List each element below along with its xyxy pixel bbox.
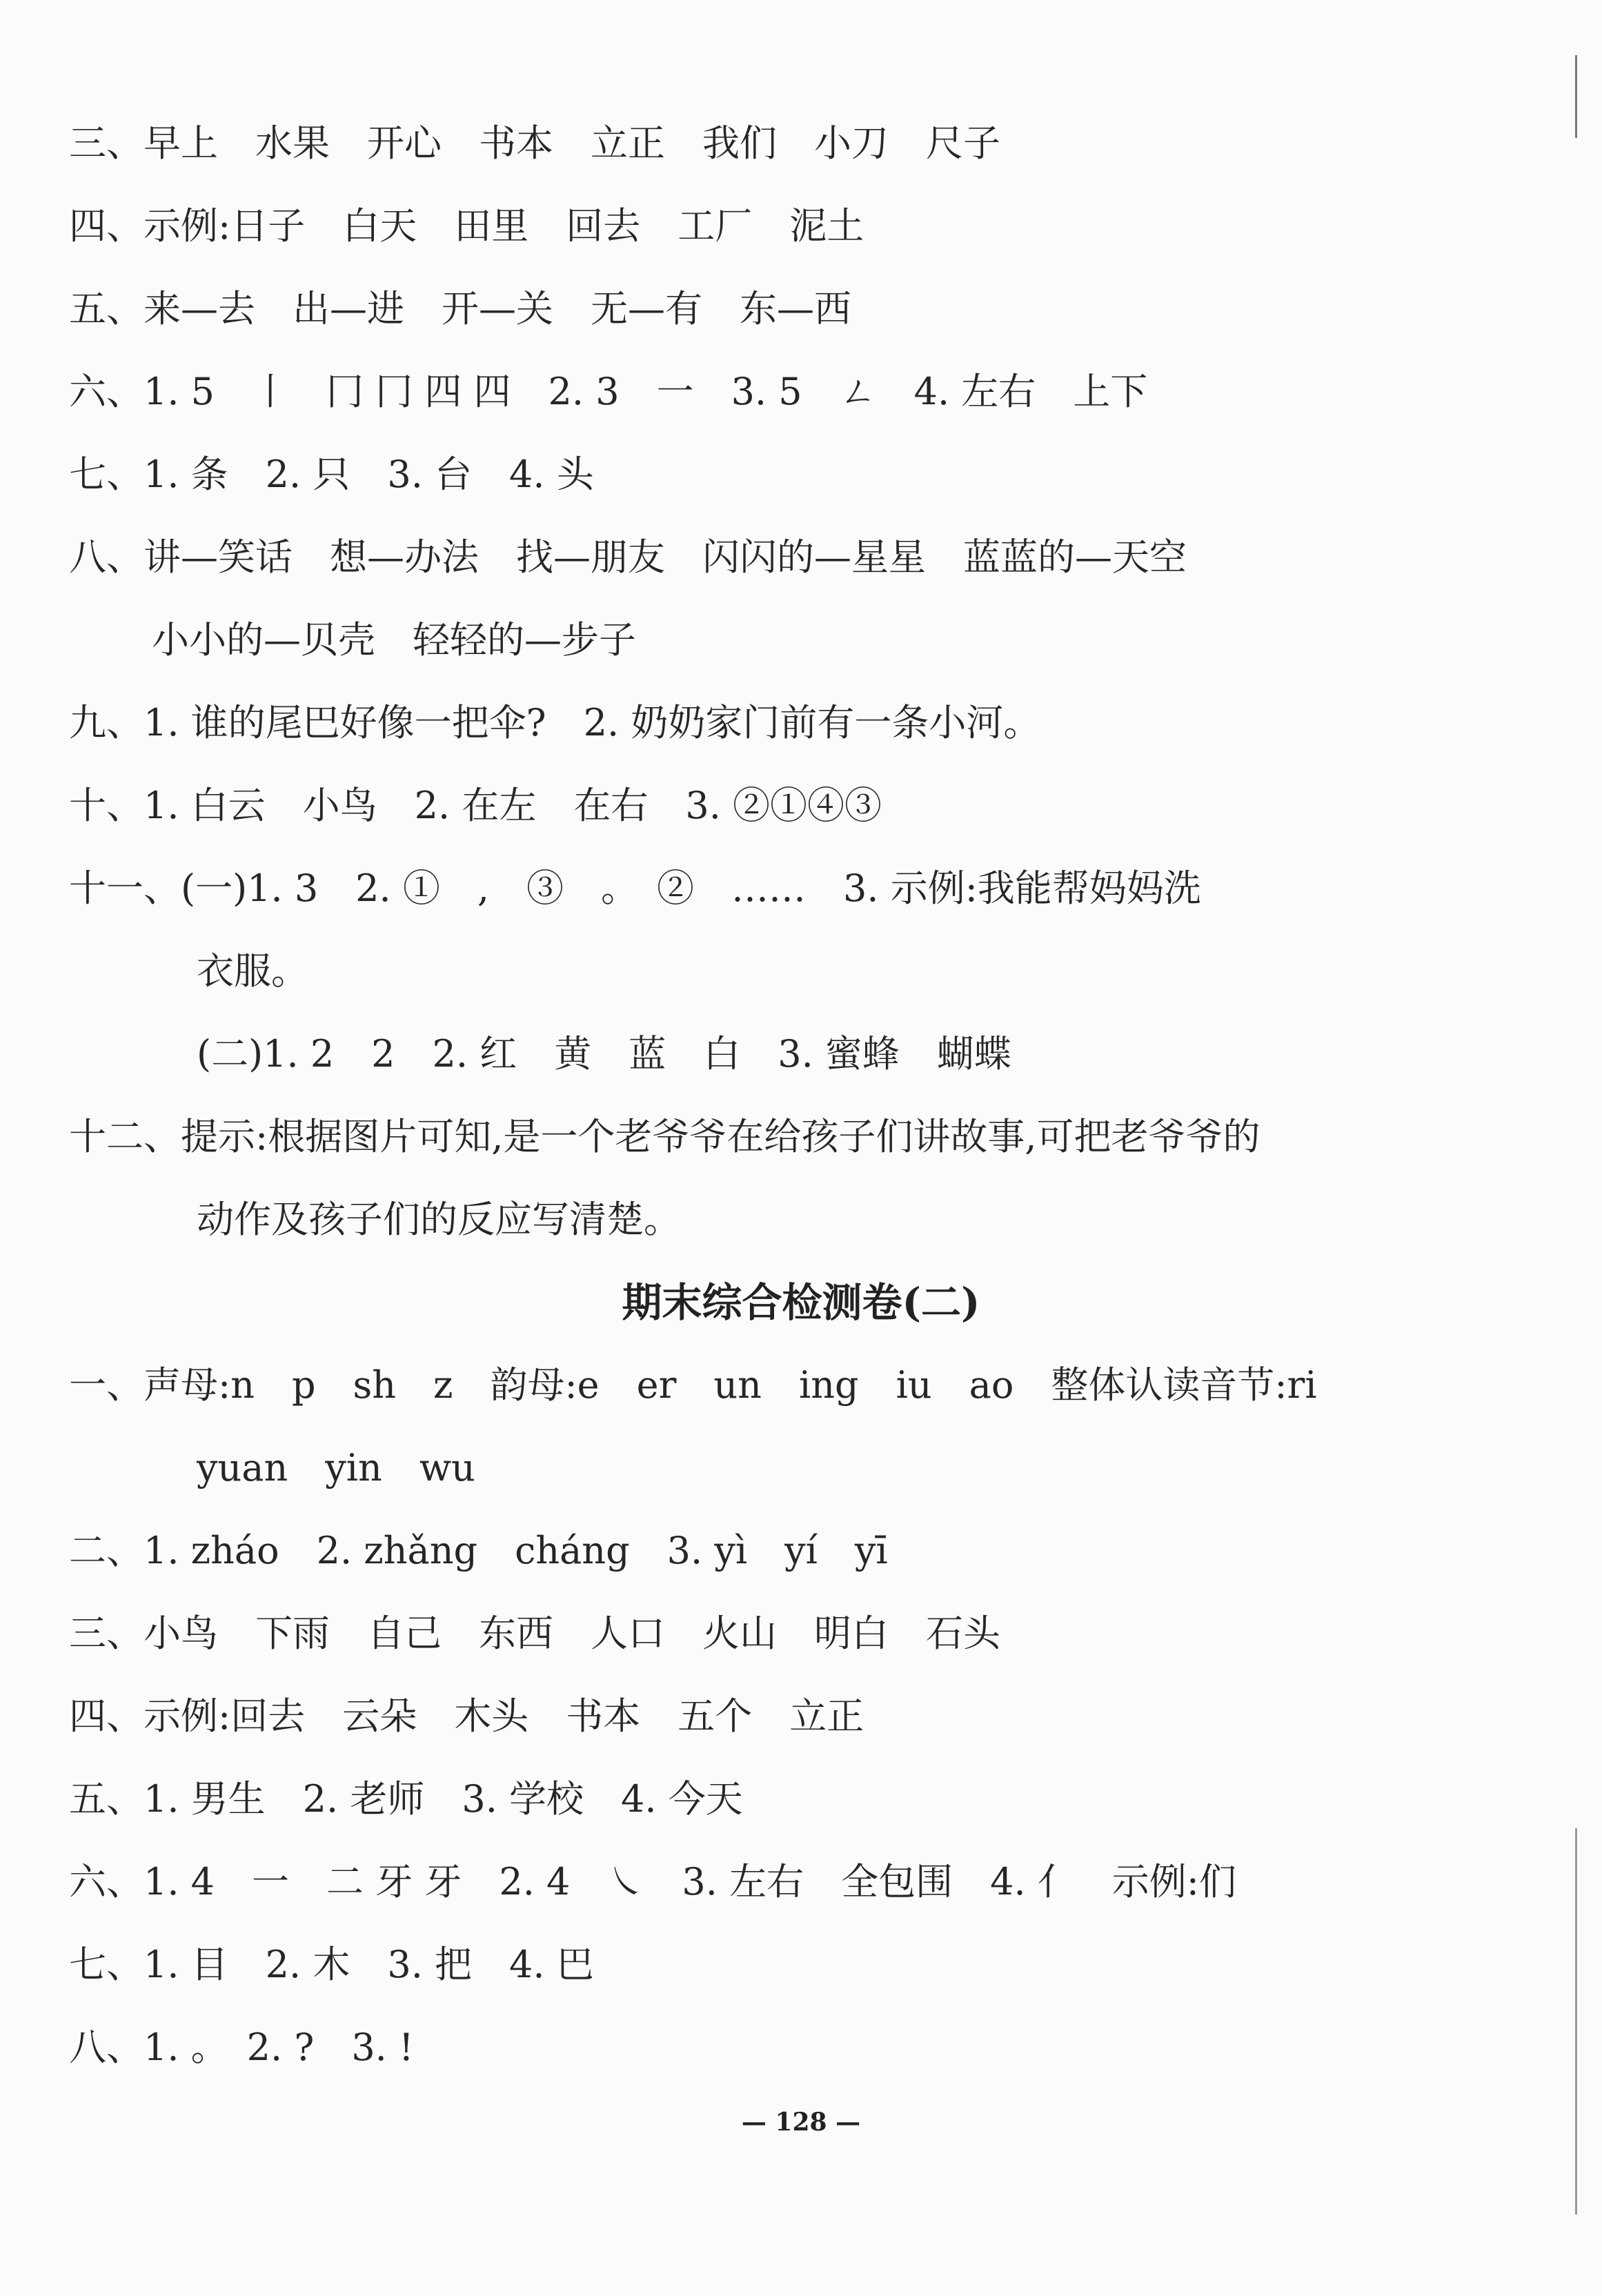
section-title: 期末综合检测卷(二) — [622, 1279, 980, 1326]
answer-line-3: 五、来—去 出—进 开—关 无—有 东—西 — [69, 287, 851, 330]
answer-line-17: 六、1. 4 ⼀ ⼆ 牙 牙 2. 4 ㇏ 3. 左右 全包围 4. 亻 示例:们 — [69, 1860, 1236, 1903]
answer-line-11: 十二、提示:根据图片可知,是一个老爷爷在给孩子们讲故事,可把老爷爷的 — [69, 1115, 1260, 1158]
answer-line-9-cont: 衣服。 — [197, 949, 308, 993]
answer-line-6-cont: 小小的—贝壳 轻轻的—步子 — [152, 618, 636, 662]
answer-line-15: 四、示例:回去 云朵 木头 书本 五个 立正 — [69, 1694, 864, 1738]
answer-line-6: 八、讲—笑话 想—办法 找—朋友 闪闪的—星星 蓝蓝的—天空 — [69, 535, 1187, 579]
answer-line-5: 七、1. 条 2. 只 3. 台 4. 头 — [69, 453, 594, 496]
answer-line-12: 一、声母:n p sh z 韵母:e er un ing iu ao 整体认读音节:ri — [69, 1363, 1317, 1407]
answer-line-11-cont: 动作及孩子们的反应写清楚。 — [197, 1198, 681, 1241]
answer-line-1: 三、早上 水果 开心 书本 立正 我们 小刀 尺子 — [69, 121, 1000, 165]
answer-line-19: 八、1. 。 2. ? 3. ! — [69, 2026, 414, 2069]
answer-line-12-cont: yuan yin wu — [197, 1446, 475, 1490]
scan-edge-mark — [1575, 55, 1577, 138]
answer-line-10: (二)1. 2 2 2. 红 黄 蓝 白 3. 蜜蜂 蝴蝶 — [197, 1032, 1011, 1076]
answer-line-13: 二、1. zháo 2. zhǎng cháng 3. yì yí yī — [69, 1529, 888, 1572]
answer-line-9: 十一、(一)1. 3 2. ① , ③ 。 ② …… 3. 示例:我能帮妈妈洗 — [69, 867, 1201, 910]
scan-edge-mark — [1575, 1828, 1577, 2215]
answer-line-16: 五、1. 男生 2. 老师 3. 学校 4. 今天 — [69, 1777, 743, 1821]
answer-line-8: 十、1. 白云 小鸟 2. 在左 在右 3. ②①④③ — [69, 784, 882, 827]
answer-line-14: 三、小鸟 下雨 自己 东西 人口 火山 明白 石头 — [69, 1612, 1000, 1655]
page-number: — 128 — — [741, 2108, 861, 2137]
answer-line-18: 七、1. 目 2. 木 3. 把 4. 巴 — [69, 1943, 594, 1986]
answer-line-7: 九、1. 谁的尾巴好像一把伞? 2. 奶奶家门前有一条小河。 — [69, 701, 1041, 744]
answer-line-4: 六、1. 5 丨 冂 冂 四 四 2. 3 一 3. 5 ㄥ 4. 左右 上下 — [69, 370, 1148, 413]
answer-line-2: 四、示例:日子 白天 田里 回去 工厂 泥土 — [69, 204, 864, 248]
